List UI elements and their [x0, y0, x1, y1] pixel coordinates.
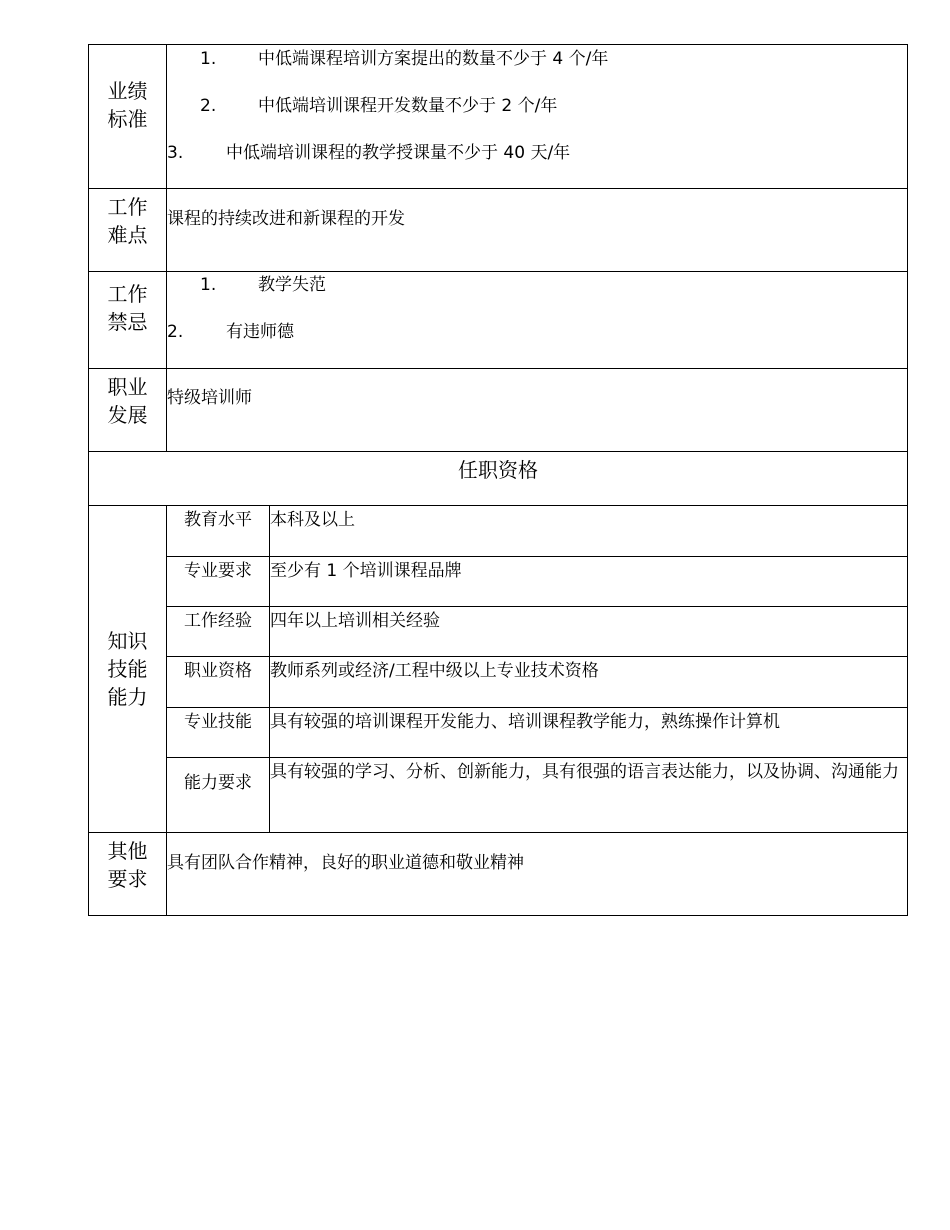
label-line: 工作	[107, 282, 148, 306]
qualification-value: 四年以上培训相关经验	[270, 606, 908, 656]
qualification-value: 本科及以上	[270, 506, 908, 556]
list-item: 1. 教学失范	[200, 275, 326, 295]
label-line: 技能	[107, 657, 148, 681]
label-work-difficulty	[89, 189, 167, 272]
row-other-requirements	[89, 833, 908, 916]
cell-text: 特级培训师	[167, 388, 252, 408]
table-row	[167, 556, 907, 606]
label-line: 难点	[107, 223, 148, 247]
label-line: 禁忌	[107, 310, 148, 334]
label-line: 要求	[107, 867, 148, 891]
table-row	[167, 707, 907, 757]
list-item: 1. 中低端课程培训方案提出的数量不少于 4 个/年	[200, 49, 609, 69]
qualification-value: 教师系列或经济/工程中级以上专业技术资格	[270, 656, 908, 707]
work-difficulty-content	[167, 189, 908, 272]
row-qualifications-title	[89, 452, 908, 506]
table-row	[167, 757, 907, 832]
list-item: 2. 有违师德	[167, 322, 294, 342]
label-line: 职业	[107, 375, 148, 399]
label-other-requirements	[89, 833, 167, 916]
work-taboo-content	[167, 272, 908, 369]
list-item: 2. 中低端培训课程开发数量不少于 2 个/年	[200, 96, 558, 116]
main-table	[88, 44, 908, 916]
label-line: 其他	[107, 839, 148, 863]
label-line: 业绩	[107, 79, 148, 103]
qualification-value: 至少有 1 个培训课程品牌	[270, 556, 908, 606]
cell-text: 课程的持续改进和新课程的开发	[167, 209, 405, 229]
career-development-content	[167, 369, 908, 452]
qualification-key: 职业资格	[167, 656, 270, 707]
qualification-key: 专业技能	[167, 707, 270, 757]
row-work-difficulty	[89, 189, 908, 272]
label-line: 标准	[107, 107, 148, 131]
row-knowledge-skills	[89, 506, 908, 833]
label-knowledge-skills	[89, 506, 167, 833]
label-performance-standards	[89, 45, 167, 189]
qualification-value: 具有较强的培训课程开发能力、培训课程教学能力，熟练操作计算机	[270, 707, 908, 757]
qualifications-table	[167, 506, 907, 832]
row-work-taboo	[89, 272, 908, 369]
qualifications-content	[167, 506, 908, 833]
qualifications-title: 任职资格	[89, 452, 908, 506]
label-work-taboo	[89, 272, 167, 369]
performance-standards-content	[167, 45, 908, 189]
cell-text: 具有团队合作精神，良好的职业道德和敬业精神	[167, 853, 524, 873]
label-line: 工作	[107, 195, 148, 219]
qualification-key: 专业要求	[167, 556, 270, 606]
row-performance-standards	[89, 45, 908, 189]
list-item: 3. 中低端培训课程的教学授课量不少于 40 天/年	[167, 143, 571, 163]
row-career-development	[89, 369, 908, 452]
other-requirements-content	[167, 833, 908, 916]
label-line: 能力	[107, 685, 148, 709]
qualification-key: 教育水平	[167, 506, 270, 556]
table-row	[167, 656, 907, 707]
label-career-development	[89, 369, 167, 452]
label-line: 知识	[107, 629, 148, 653]
table-row	[167, 506, 907, 556]
table-row	[167, 606, 907, 656]
qualification-key: 工作经验	[167, 606, 270, 656]
label-line: 发展	[107, 403, 148, 427]
qualification-value: 具有较强的学习、分析、创新能力，具有很强的语言表达能力，以及协调、沟通能力	[270, 757, 908, 832]
qualification-key: 能力要求	[167, 757, 270, 832]
job-description-table	[88, 44, 907, 916]
